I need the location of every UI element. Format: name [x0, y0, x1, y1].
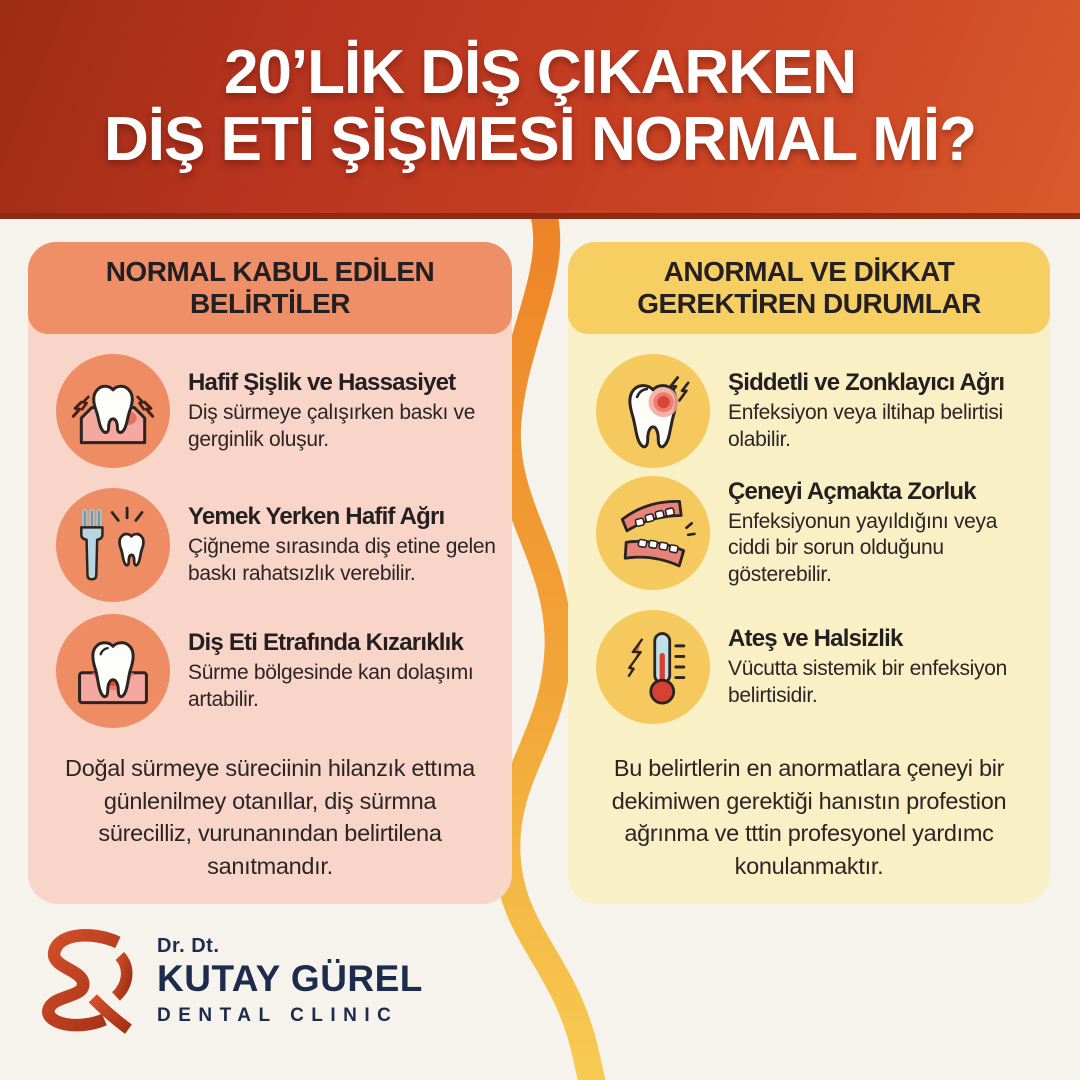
item-description: Enfeksiyonun yayıldığını veya ciddi bir sorun olduğunu gösterebilir.	[728, 510, 998, 586]
tooth-inflamed-icon	[609, 367, 697, 455]
item-title: Diş Eti Etrafında Kızarıklık	[188, 629, 464, 657]
doctor-name: KUTAY GÜREL	[157, 958, 423, 999]
doctor-title: Dr. Dt.	[157, 935, 220, 957]
icon-circle	[596, 476, 710, 590]
abnormal-panel-header	[568, 242, 1050, 334]
item-title: Hafif Şişlik ve Hassasiyet	[188, 369, 456, 397]
item-title: Çeneyi Açmakta Zorluk	[728, 478, 976, 506]
icon-circle	[56, 488, 170, 602]
fork-and-tooth-icon	[69, 501, 157, 589]
list-item	[56, 614, 502, 728]
normal-panel-footnote: Doğal sürmeye süreciinin hilanzık ettıma günlenilmey otanıllar, diş sürmna sürecilliz, vurunanından belirtilena sanıtmandır.	[65, 755, 475, 879]
open-jaw-icon	[609, 489, 697, 577]
clinic-logo-block	[35, 925, 423, 1035]
icon-circle	[596, 610, 710, 724]
item-description: Sürme bölgesinde kan dolaşımı artabilir.	[188, 661, 474, 711]
item-title: Ateş ve Halsizlik	[728, 625, 903, 653]
abnormal-panel-title-line1: ANORMAL VE DİKKAT	[663, 255, 955, 287]
clinic-logo-icon	[35, 925, 141, 1035]
normal-panel-title-line1: NORMAL KABUL EDİLEN	[105, 255, 435, 287]
item-description: Vücutta sistemik bir enfeksiyon belirtisidir.	[728, 657, 1007, 707]
list-item	[596, 354, 1042, 468]
normal-panel-header	[28, 242, 512, 334]
abnormal-panel-title-line2: GEREKTİREN DURUMLAR	[637, 288, 981, 319]
page-title-line1: 20’LİK DİŞ ÇIKARKEN	[223, 37, 857, 107]
list-item	[56, 488, 502, 602]
list-item	[56, 354, 502, 468]
thermometer-fever-icon	[609, 623, 697, 711]
abnormal-symptoms-panel	[568, 242, 1050, 904]
header-banner	[0, 0, 1080, 219]
list-item	[596, 476, 1042, 590]
item-description: Enfeksiyon veya iltihap belirtisi olabilir.	[728, 401, 1003, 451]
item-title: Yemek Yerken Hafif Ağrı	[188, 503, 445, 531]
item-title: Şiddetli ve Zonklayıcı Ağrı	[728, 369, 1005, 397]
clinic-subtitle: DENTAL CLINIC	[157, 1004, 399, 1026]
icon-circle	[596, 354, 710, 468]
item-description: Diş sürmeye çalışırken baskı ve gerginlik oluşur.	[188, 401, 476, 451]
icon-circle	[56, 614, 170, 728]
abnormal-panel-footnote: Bu belirtlerin en anormatlara çeneyi bir dekimiwen gerektiği hanıstın profestion ağrınma ve tttin profesyonel yardımc konulanmaktır.	[611, 755, 1007, 879]
icon-circle	[56, 354, 170, 468]
item-description: Çiğneme sırasında diş etine gelen baskı rahatsızlık verebilir.	[188, 535, 496, 585]
normal-panel-title-line2: BELİRTİLER	[190, 288, 350, 319]
normal-symptoms-panel	[28, 242, 512, 904]
list-item	[596, 610, 1042, 724]
tooth-swollen-gum-icon	[69, 367, 157, 455]
tooth-red-gum-icon	[69, 627, 157, 715]
page-title-line2: DİŞ ETİ ŞİŞMESİ NORMAL Mİ?	[104, 104, 976, 174]
